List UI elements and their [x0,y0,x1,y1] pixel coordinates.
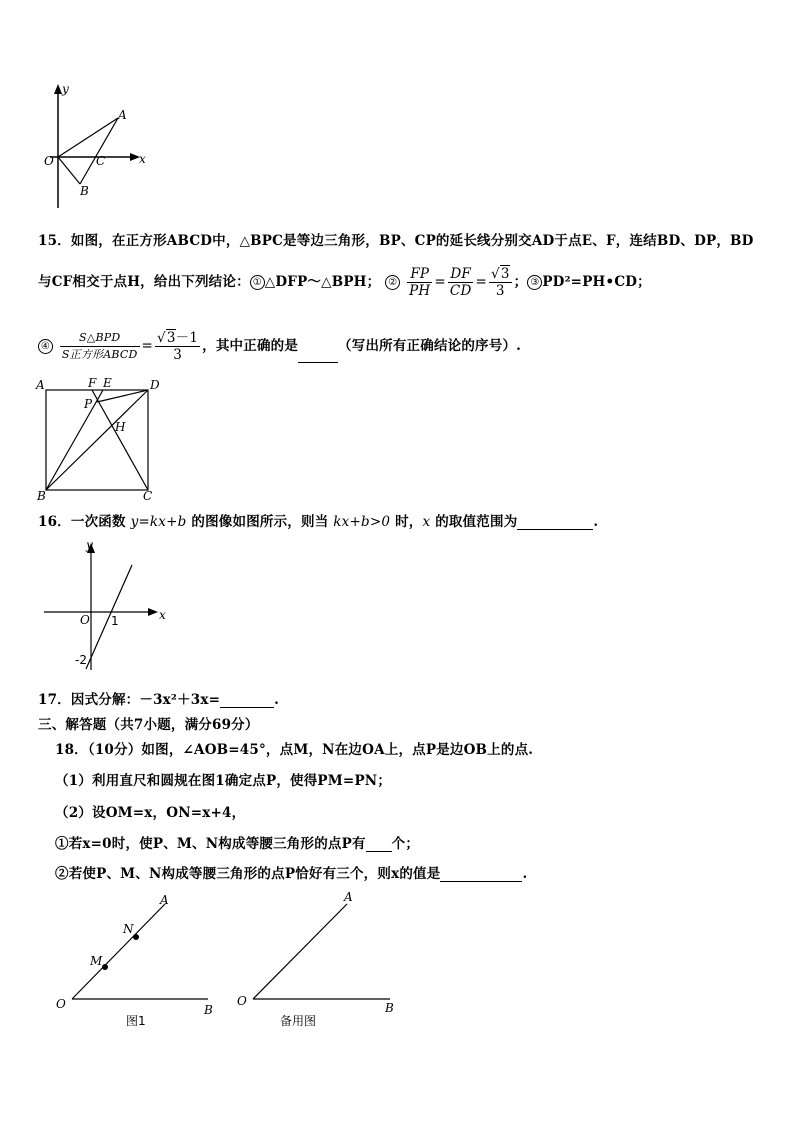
q15-fig-E: E [103,376,112,390]
q18-sub1-end: 个； [391,836,420,852]
q18-fig2-A: A [344,890,353,904]
q15-conclusion-1: △DFP～△BPH； [264,274,381,290]
q18-fig2-B: B [385,1001,394,1015]
q15-conclusion-3: PD²=PH•CD； [542,274,651,290]
q16-answer-blank[interactable] [517,515,593,530]
q14-label-x: x [139,152,146,166]
q18-sub1 [55,832,419,852]
q15-df: DF [448,266,474,283]
q15-eq-3: = [141,338,154,354]
q18-sub1-text: ①若x=0时，使P、M、N构成等腰三角形的点P有 [55,836,366,852]
q16-figure [40,535,170,675]
q18-figure-1 [50,890,220,1020]
q15-circle-3: ③ [527,275,542,290]
q16-mid: 的图像如图所示，则当 [191,514,329,530]
q16-fig-x: x [159,608,166,622]
q16-fig-1: 1 [111,614,119,628]
q18-part2: （2）设OM=x，ON=x+4， [55,805,246,821]
q15-sbpd: S△BPD [60,330,140,347]
q15-c4-den: 3 [173,347,182,363]
q16-fig-y: y [86,538,93,552]
q15-fp: FP [407,266,432,283]
q18-part1: （1）利用直尺和圆规在图1确定点P，使得PM=PN； [55,773,392,789]
q16-var: x [422,514,431,530]
q16-line [38,510,598,530]
q16-cond: kx+b>0 [333,514,391,530]
section-3-title: 三、解答题（共7小题，满分69分） [38,717,259,733]
q17-text: 17．因式分解：－3x²＋3x= [38,692,221,708]
q17-line [38,688,279,708]
q18-fig1-N: N [123,922,134,936]
q18-sub2-end: . [522,866,528,882]
q16-fig-neg2: -2 [75,653,87,667]
q15-fig-C: C [143,489,153,503]
q15-eq-1: = [434,274,446,290]
q15-eq-2: = [475,274,487,290]
q15-frac-sqrt3m1: $\frac{√3-1}{3}$ [157,330,199,363]
q15-fig-A: A [36,378,45,392]
q15-frac-fp-ph [407,266,432,299]
q15-fig-P: P [84,397,93,411]
q14-label-O: O [44,154,54,168]
q14-label-B: B [80,184,89,198]
q15-fig-F: F [88,376,97,390]
q18-fig2-caption: 备用图 [280,1014,317,1028]
q15-circle-2: ② [385,275,400,290]
q15-semicolon: ； [513,274,528,290]
q17-end: . [274,692,280,708]
q15-figure [40,380,160,500]
q18-fig1-caption: 图1 [126,1014,146,1028]
q16-post: 的取值范围为 [435,514,518,530]
q14-label-y: y [62,82,69,96]
q15-line2-prefix: 与CF相交于点H，给出下列结论： [38,274,250,290]
q15-c4num: 3 [166,330,176,346]
q14-label-C: C [96,154,106,168]
q15-frac-df-cd [448,266,474,299]
q16-end: . [593,514,599,530]
q15-cd: CD [449,283,472,299]
q18-head: 18．（10分）如图，∠AOB=45°，点M，N在边OA上，点P是边OB上的点. [55,742,534,758]
q15-tail: ，其中正确的是 [202,338,299,354]
q18-fig1-M: M [90,954,103,968]
q15-ph: PH [409,283,431,299]
q18-fig1-A: A [160,893,169,907]
q15-minus1: －1 [175,330,199,346]
q15-fig-B: B [37,489,46,503]
q15-ssq: S正方形ABCD [61,348,138,361]
q15-circle-4: ④ [38,339,53,354]
q14-label-A: A [118,108,127,122]
q15-tail2: （写出所有正确结论的序号）. [338,338,522,354]
q15-sqrt3: 3 [500,266,510,282]
q15-three: 3 [495,283,505,299]
q16-pre: 16．一次函数 [38,514,126,530]
q16-mid2: 时， [395,514,423,530]
q17-answer-blank[interactable] [220,693,274,708]
q18-sub2 [55,862,527,882]
q18-fig1-B: B [204,1003,213,1017]
q18-sub1-blank[interactable] [366,837,392,852]
q18-fig2-O: O [237,994,247,1008]
q18-sub2-blank[interactable] [440,867,522,882]
q16-fig-O: O [80,613,90,627]
q15-frac-sqrt3-3: $\frac{√3}{3}$ [491,266,510,299]
q18-sub2-text: ②若使P、M、N构成等腰三角形的点P恰好有三个，则x的值是 [55,866,441,882]
q15-line2 [38,266,651,299]
q18-figure-2 [235,890,405,1020]
q15-frac-area [60,330,140,363]
q18-fig1-O: O [56,997,66,1011]
q15-answer-blank[interactable] [298,348,338,363]
q14-figure [30,80,160,215]
q15-circle-1: ① [250,275,265,290]
q15-line1: 15．如图，在正方形ABCD中，△BPC是等边三角形，BP、CP的延长线分别交AD于点E、F，连结BD、DP，BD [38,233,754,249]
q16-expr: y=kx+b [130,514,187,530]
q15-fig-D: D [150,378,160,392]
q15-line3 [38,330,521,363]
q15-fig-H: H [115,420,126,434]
